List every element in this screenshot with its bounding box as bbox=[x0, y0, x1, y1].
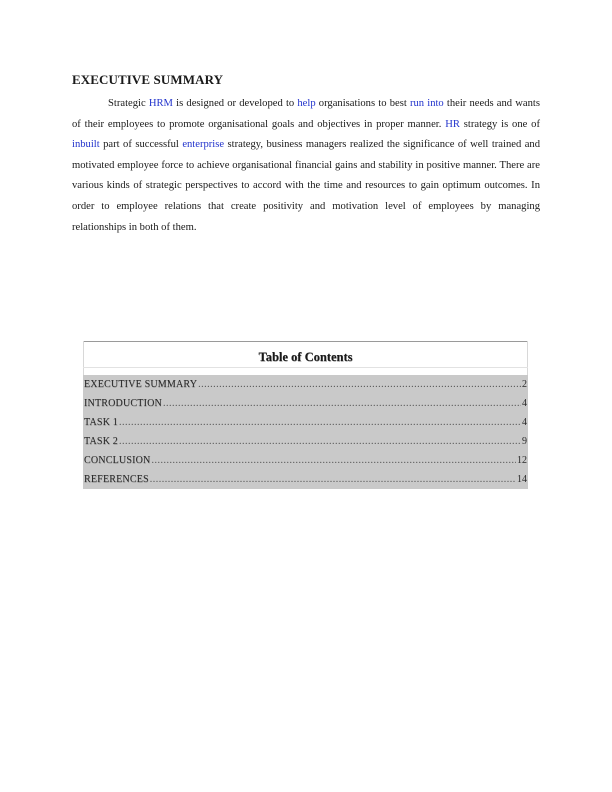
highlighted-term: help bbox=[297, 98, 316, 109]
summary-paragraph bbox=[72, 94, 540, 238]
toc-entry-label: CONCLUSION bbox=[84, 455, 151, 466]
highlighted-term: HRM bbox=[148, 98, 173, 109]
toc-entry[interactable] bbox=[83, 375, 528, 394]
highlighted-term: inbuilt bbox=[72, 139, 100, 151]
toc-dot-leader bbox=[163, 398, 521, 409]
paragraph-text: their needs and wants of their employees to promote organisational goals and objectives in proper manner. bbox=[72, 98, 540, 130]
highlighted-term: enterprise bbox=[182, 139, 225, 151]
paragraph-text: strategy, business managers realized the significance of well trained and motivated employee force to achieve organisational financial gains and stability in positive manner. There are various kinds of strategic perspectives to accord with the time and resources to gain optimum outcomes. In order to employee relations that create positivity and motivation level of employees by managing relationships in both of them. bbox=[72, 139, 540, 233]
toc-dot-leader bbox=[198, 379, 521, 390]
paragraph-text: Strategic bbox=[108, 98, 149, 109]
toc-entry-label: REFERENCES bbox=[84, 474, 149, 485]
toc-dot-leader bbox=[151, 455, 516, 466]
toc-entry-page: 2 bbox=[522, 379, 527, 390]
toc-top-border bbox=[83, 341, 528, 342]
highlighted-term: run into bbox=[409, 98, 444, 109]
toc-entry-page: 12 bbox=[517, 455, 527, 466]
paragraph-text: is designed or developed to bbox=[172, 98, 298, 109]
paragraph-text: part of successful bbox=[99, 139, 183, 151]
toc-dot-leader bbox=[119, 436, 521, 447]
toc-entry-page: 9 bbox=[522, 436, 527, 447]
toc-entry[interactable] bbox=[83, 394, 528, 413]
toc-entry[interactable] bbox=[83, 470, 528, 489]
toc-entry-label: TASK 1 bbox=[84, 417, 119, 428]
toc-entry[interactable] bbox=[83, 413, 528, 432]
toc-entry-page: 14 bbox=[517, 474, 527, 485]
toc-entry[interactable] bbox=[83, 432, 528, 451]
toc-dot-leader bbox=[150, 474, 516, 485]
highlighted-term: HR bbox=[445, 118, 460, 130]
paragraph-text: strategy is one of bbox=[459, 118, 540, 130]
toc-entry-page: 4 bbox=[522, 417, 527, 428]
toc-entry[interactable] bbox=[83, 451, 528, 470]
toc-entry-label: TASK 2 bbox=[84, 436, 119, 447]
toc-entry-page: 4 bbox=[522, 398, 527, 409]
paragraph-text: organisations to best bbox=[315, 98, 410, 109]
toc-title: Table of Contents bbox=[258, 350, 353, 364]
toc-entry-label: INTRODUCTION bbox=[84, 398, 162, 409]
toc-divider bbox=[83, 367, 528, 368]
toc-dot-leader bbox=[119, 417, 521, 428]
toc-entries bbox=[83, 375, 528, 489]
toc-entry-label: EXECUTIVE SUMMARY bbox=[84, 379, 198, 390]
table-of-contents[interactable] bbox=[83, 341, 528, 489]
section-heading: EXECUTIVE SUMMARY bbox=[72, 72, 224, 87]
